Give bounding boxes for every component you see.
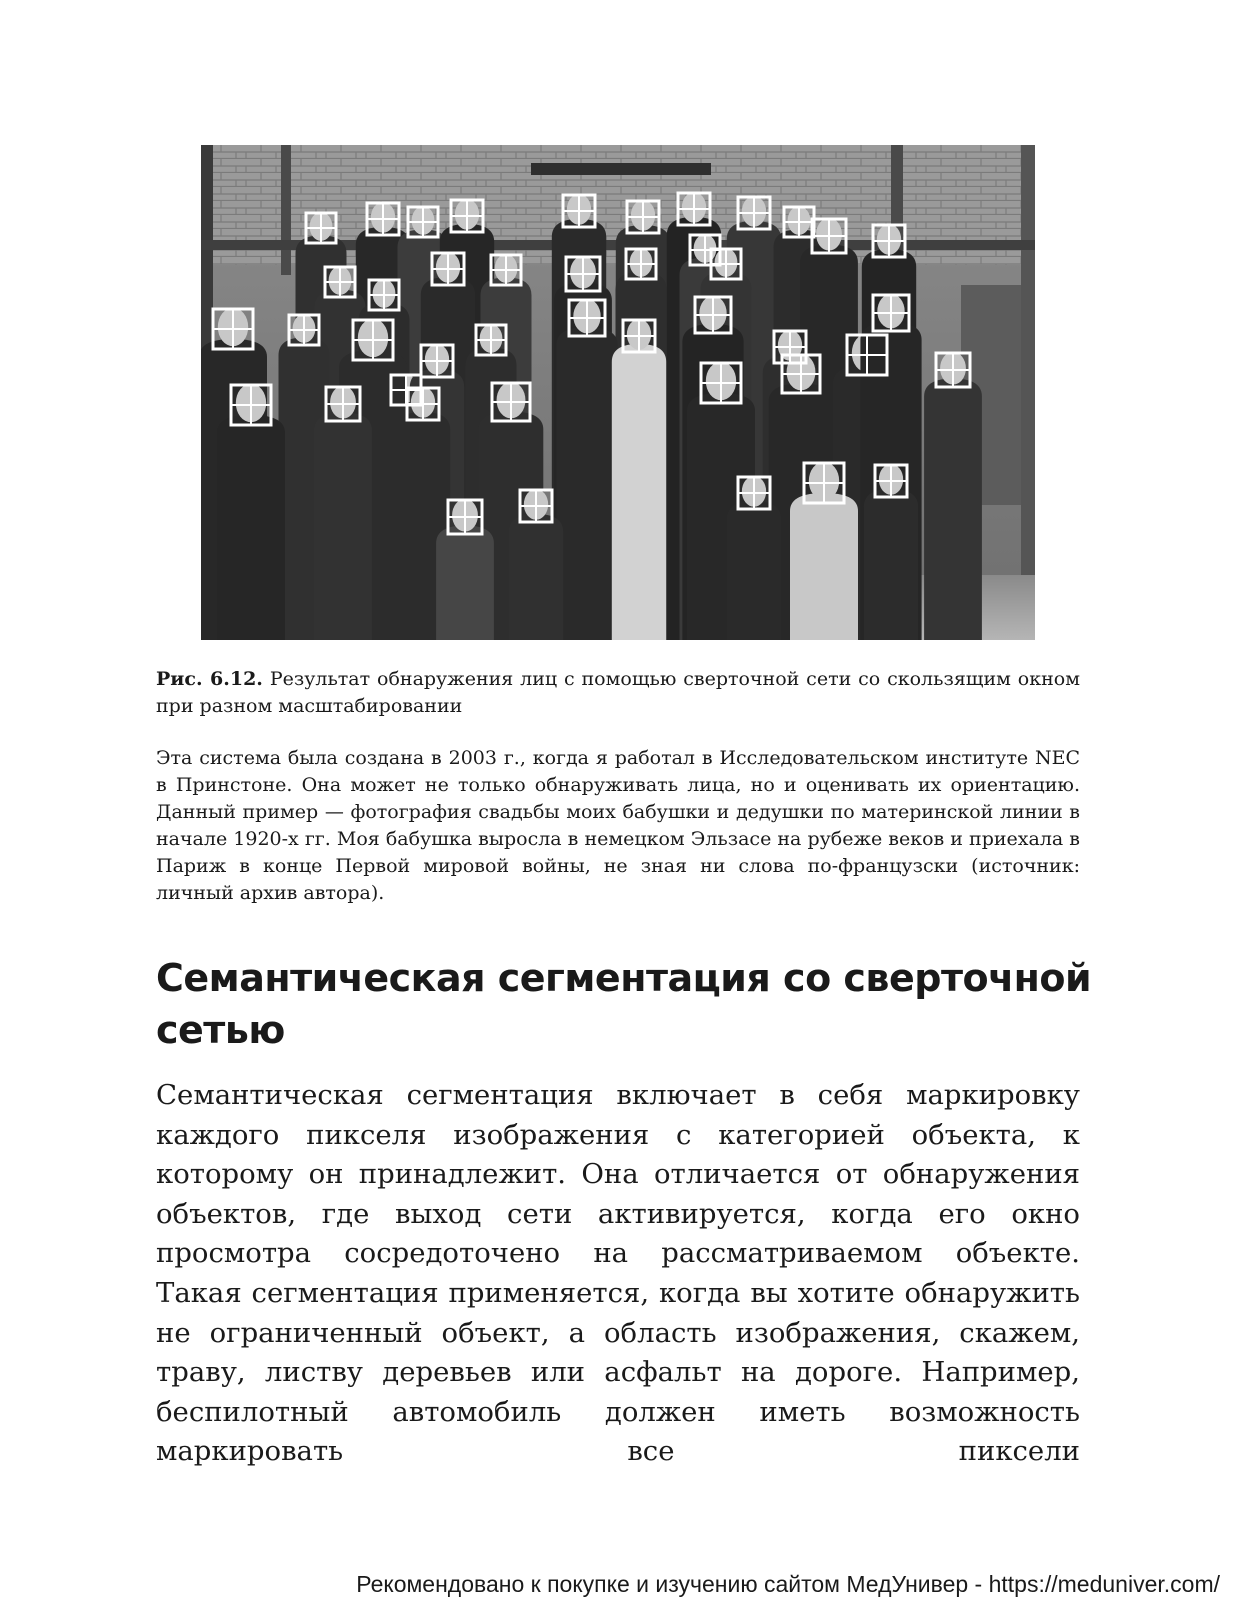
footer-recommendation: Рекомендовано к покупке и изучению сайтом МедУнивер - https://meduniver.com/ [356, 1571, 1220, 1597]
person-body [727, 501, 781, 640]
figure-photo [201, 145, 1035, 640]
body-paragraph: Семантическая сегментация включает в себя маркировку каждого пикселя изображения с категорией объекта, к которому он принадлежит. Она отличается от обнаружения объектов, где выход сети активируется, когда его окно просмотра сосредоточено на рассматриваемом объекте. Такая сегментация применяется, когда вы хотите обнаружить не ограниченный объект, а область изображения, скажем, траву, листву деревьев или асфальт на дороге. Например, беспилотный автомобиль должен иметь возможность маркировать все пиксели [156, 1079, 1080, 1468]
figure-note: Эта система была создана в 2003 г., когда я работал в Исследовательском институте NEC в Принстоне. Она может не только обнаруживать лица, но и оценивать их ориентацию. Данный пример — фотография свадьбы моих бабушки и дедушки по материнской линии в начале 1920-х гг. Моя бабушка выросла в немецком Эльзасе на рубеже веков и приехала в Париж в конце Первой мировой войны, не зная ни слова по-французски (источник: личный архив автора). [156, 747, 1080, 904]
figure-caption-text: Результат обнаружения лиц с помощью сверточной сети со скользящим окном при разном масштабировании [156, 668, 1080, 717]
person-body [314, 413, 372, 641]
person-body [509, 514, 563, 640]
person-body [556, 327, 617, 640]
wedding-photo-face-detection [201, 145, 1035, 640]
person-body [864, 489, 918, 640]
person-body [612, 344, 666, 640]
person-body [790, 493, 858, 640]
section-heading: Семантическая сегментация со сверточной сетью [156, 956, 1092, 1052]
person-body [217, 415, 285, 640]
person-body [924, 379, 982, 641]
person-body [436, 526, 494, 641]
figure-label: Рис. 6.12. [156, 668, 263, 690]
figure-caption [156, 666, 1080, 720]
